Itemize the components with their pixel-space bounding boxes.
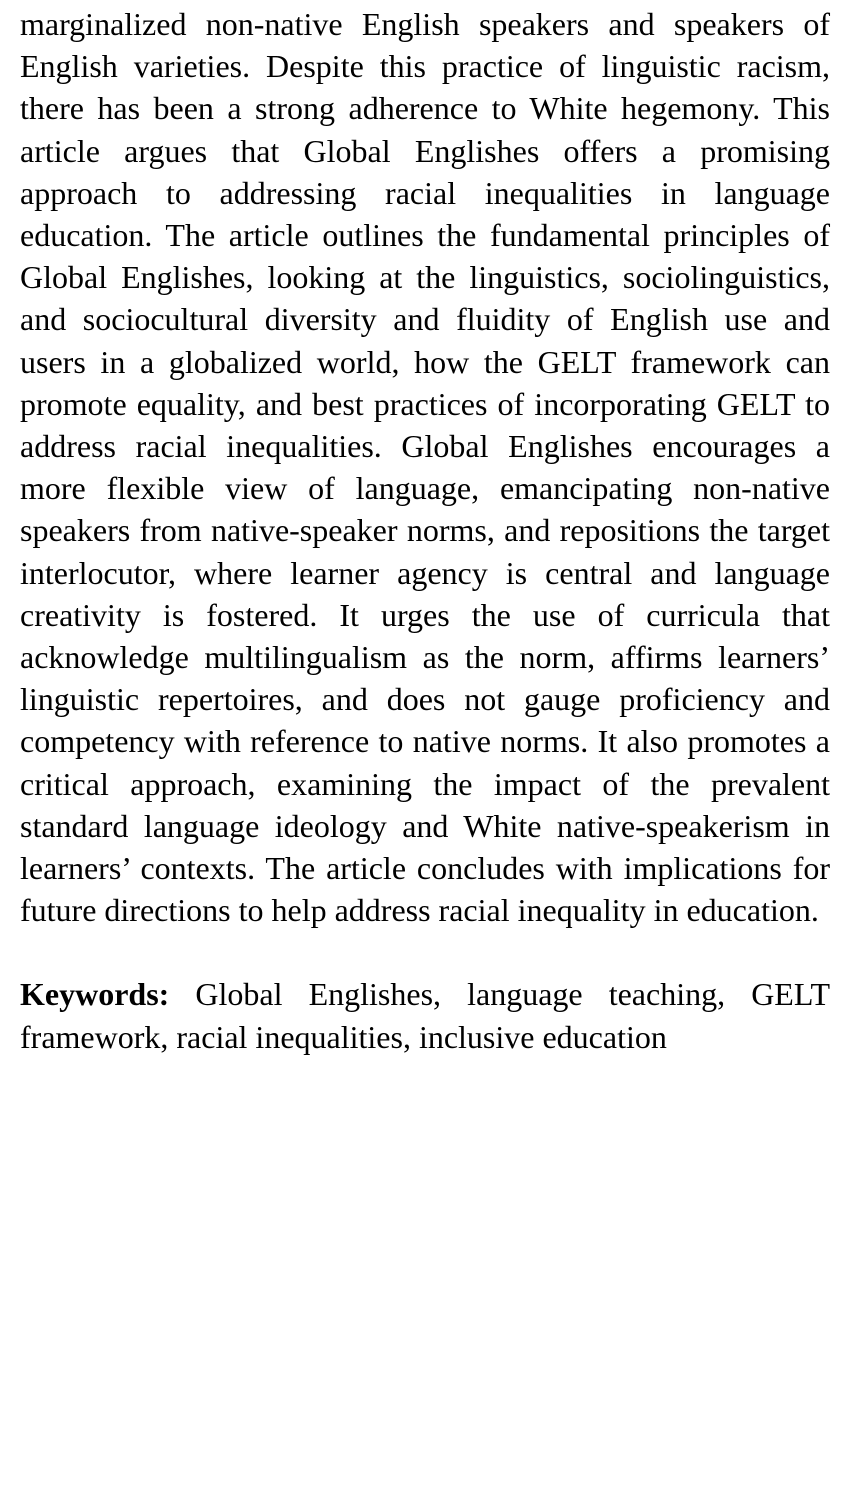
keywords-paragraph (20, 973, 830, 1057)
abstract-paragraph: marginalized non-native English speakers and speakers of English varieties. Despite this practice of linguistic racism, there has been a strong adherence to White hegemony. This article argues that Global Englishes offers a promising approach to addressing racial inequalities in language education. The article outlines the fundamental principles of Global Englishes, looking at the linguistics, sociolinguistics, and sociocultural diversity and fluidity of English use and users in a globalized world, how the GELT framework can promote equality, and best practices of incorporating GELT to address racial inequalities. Global Englishes encourages a more flexible view of language, emancipating non-native speakers from native-speaker norms, and repositions the target interlocutor, where learner agency is central and language creativity is fostered. It urges the use of curricula that acknowledge multilingualism as the norm, affirms learners’ linguistic repertoires, and does not gauge proficiency and competency with reference to native norms. It also promotes a critical approach, examining the impact of the prevalent standard language ideology and White native-speakerism in learners’ contexts. The article concludes with implications for future directions to help address racial inequality in education. (20, 6, 830, 929)
keywords-list: Global Englishes, language teaching, GELT framework, racial inequalities, inclusive education (20, 976, 831, 1055)
keywords-label: Keywords: (20, 976, 170, 1013)
